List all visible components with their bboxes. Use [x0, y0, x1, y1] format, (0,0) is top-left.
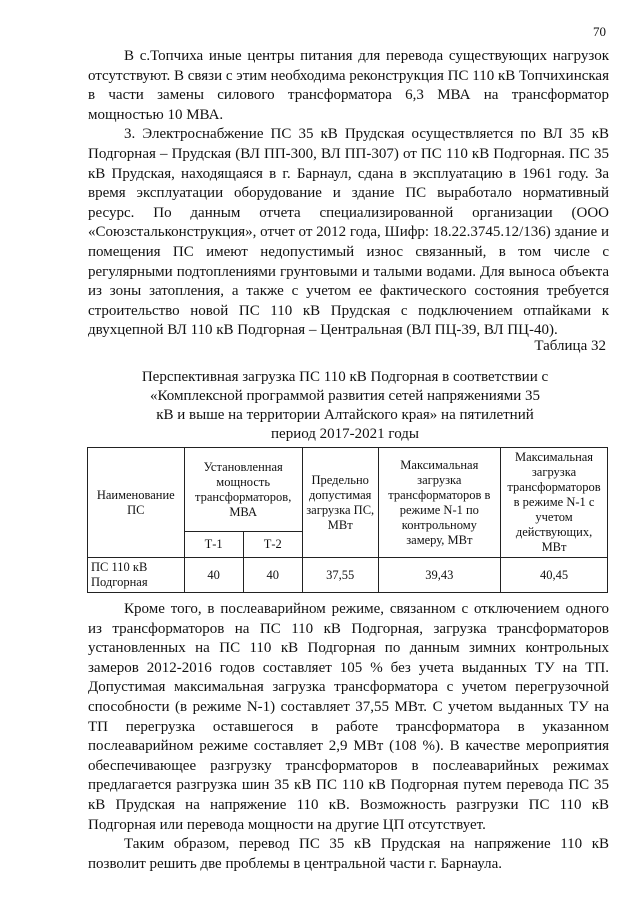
header-installed-power: Установленная мощность трансформаторов, МВА	[184, 448, 302, 532]
paragraph-post-emergency: Кроме того, в послеаварийном режиме, связанном с отключением одного из трансформаторов на ПС 110 кВ Подгорная, загрузка трансформаторов установленных на ПС 110 кВ Подгорная по данным зимних контрольных замеров 2012-2016 годов составляет 105 % без учета выданных ТУ на ТП. Допустимая максимальная загрузка трансформатора с учетом перегрузочной способности (в режиме N-1) составляет 37,55 МВт. С учетом выданных ТУ на ТП перегрузка оставшегося в работе трансформатора в указанном послеаварийном режиме составляет 2,9 МВт (108 %). В качестве мероприятия обеспечивающее разгрузку трансформаторов в послеаварийных режимах предлагается разгрузка шин 35 кВ ПС 110 кВ Подгорная путем перевода ПС 35 кВ Прудская на напряжение 110 кВ. Возможность разгрузки ПС 110 кВ Подгорная или перевода мощности на другие ЦП отсутствует.	[88, 601, 609, 833]
intro-text	[88, 47, 609, 341]
load-table	[87, 447, 608, 593]
cell-max-load: 39,43	[378, 558, 500, 593]
closing-text	[88, 600, 609, 874]
table-label: Таблица 32	[534, 338, 606, 354]
table-header-row	[88, 448, 608, 532]
cell-name: ПС 110 кВ Подгорная	[88, 558, 185, 593]
header-name: Наименование ПС	[88, 448, 185, 558]
cell-t2: 40	[243, 558, 302, 593]
header-max-load-n1: Максимальная загрузка трансформаторов в режиме N-1 с учетом действующих, МВт	[501, 448, 608, 558]
cell-allowed-load: 37,55	[302, 558, 378, 593]
paragraph-topchikha: В с.Топчиха иные центры питания для перевода существующих нагрузок отсутствуют. В связи с этим необходима реконструкция ПС 110 кВ Топчихинская в части замены силового трансформатора 6,3 МВА на трансформатор мощностью 10 МВА.	[88, 48, 609, 123]
header-t2: Т-2	[243, 532, 302, 558]
header-t1: Т-1	[184, 532, 243, 558]
paragraph-conclusion: Таким образом, перевод ПС 35 кВ Прудская на напряжение 110 кВ позволит решить две проблемы в центральной части г. Барнаула.	[88, 836, 609, 872]
header-allowed-load: Предельно допустимая загрузка ПС, МВт	[302, 448, 378, 558]
page-number: 70	[593, 24, 606, 39]
header-max-load: Максимальная загрузка трансформаторов в режиме N-1 по контрольному замеру, МВт	[378, 448, 500, 558]
cell-max-load-n1: 40,45	[501, 558, 608, 593]
table-row	[88, 558, 608, 593]
table-caption: Перспективная загрузка ПС 110 кВ Подгорная в соответствии с «Комплексной программой развития сетей напряжениями 35 кВ и выше на территории Алтайского края» на пятилетний период 2017-2021 годы	[141, 369, 549, 442]
cell-t1: 40	[184, 558, 243, 593]
paragraph-prudskaya: 3. Электроснабжение ПС 35 кВ Прудская осуществляется по ВЛ 35 кВ Подгорная – Прудская (ВЛ ПП-300, ВЛ ПП-307) от ПС 110 кВ Подгорная. ПС 35 кВ Прудская, находящаяся в г. Барнаул, сдана в эксплуатацию в 1961 году. За время эксплуатации оборудование и здание ПС выработало нормативный ресурс. По данным отчета специализированной организации (ООО «Союзстальконструкция», отчет от 2012 года, Шифр: 18.22.3745.12/136) здание и помещения ПС имеют недопустимый износ связанный, в том числе с регулярными подтоплениями грунтовыми и талыми водами. Для выноса объекта из зоны затопления, а также с учетом ее фактического состояния требуется строительство новой ПС 110 кВ Прудская с подключением отпайками к двухцепной ВЛ 110 кВ Подгорная – Центральная (ВЛ ПЦ-39, ВЛ ПЦ-40).	[88, 126, 609, 339]
